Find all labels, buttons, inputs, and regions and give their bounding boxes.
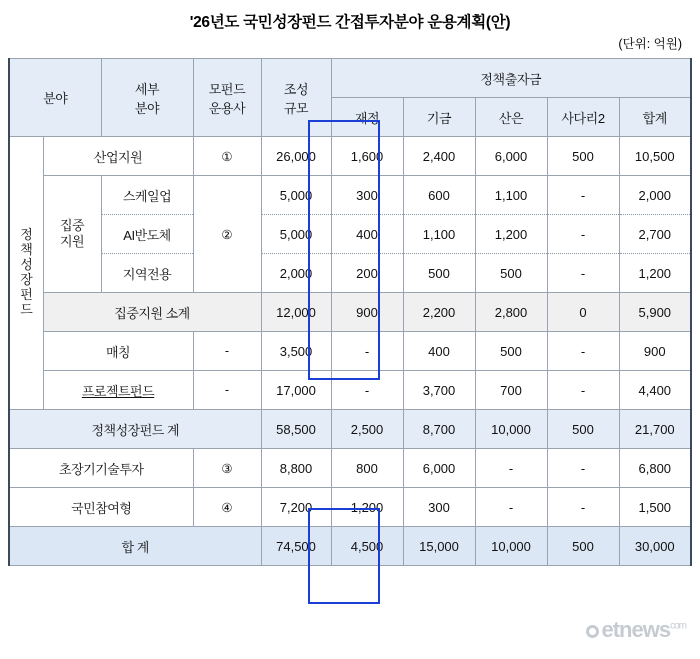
cell-scale: 8,800: [261, 449, 331, 488]
row-group-label-policy-fund: 정책성장펀드: [9, 137, 43, 410]
row-label-policy-fund-subtotal: 정책성장펀드 계: [9, 410, 261, 449]
cell-fiscal: 300: [331, 176, 403, 215]
cell-scale: 5,000: [261, 215, 331, 254]
cell-kdb: 700: [475, 371, 547, 410]
header-col-total: 합계: [619, 98, 691, 137]
header-field: 분야: [9, 59, 101, 137]
table-row: [9, 137, 691, 176]
cell-scale: 17,000: [261, 371, 331, 410]
cell-scale: 12,000: [261, 293, 331, 332]
cell-ladder2: -: [547, 176, 619, 215]
header-scale: 조성 규모: [261, 59, 331, 137]
cell-total: 10,500: [619, 137, 691, 176]
row-label-matching: 매칭: [43, 332, 193, 371]
fund-plan-table: [8, 58, 692, 566]
row-label-public-participation: 국민참여형: [9, 488, 193, 527]
page-title: '26년도 국민성장펀드 간접투자분야 운용계획(안): [189, 14, 511, 31]
table-row: [9, 176, 691, 215]
cell-total: 2,700: [619, 215, 691, 254]
cell-manager: ①: [193, 137, 261, 176]
cell-ladder2: -: [547, 449, 619, 488]
cell-fund: 2,200: [403, 293, 475, 332]
table-row: [9, 254, 691, 293]
row-label-regional: 지역전용: [101, 254, 193, 293]
cell-fiscal: 800: [331, 449, 403, 488]
table-row: [9, 215, 691, 254]
cell-fiscal: 1,600: [331, 137, 403, 176]
cell-fund: 400: [403, 332, 475, 371]
header-col-fiscal: 재정: [331, 98, 403, 137]
cell-fund: 1,100: [403, 215, 475, 254]
cell-fiscal: -: [331, 332, 403, 371]
cell-fund: 500: [403, 254, 475, 293]
cell-fund: 300: [403, 488, 475, 527]
cell-fiscal: 900: [331, 293, 403, 332]
cell-ladder2: 500: [547, 527, 619, 566]
cell-total: 21,700: [619, 410, 691, 449]
cell-fiscal: 400: [331, 215, 403, 254]
cell-ladder2: -: [547, 215, 619, 254]
cell-ladder2: -: [547, 332, 619, 371]
cell-total: 1,500: [619, 488, 691, 527]
cell-fiscal: 1,200: [331, 488, 403, 527]
cell-total: 1,200: [619, 254, 691, 293]
cell-ladder2: 500: [547, 410, 619, 449]
header-col-kdb: 산은: [475, 98, 547, 137]
cell-scale: 3,500: [261, 332, 331, 371]
row-label-grand-total: 합 계: [9, 527, 261, 566]
table-header-row-1: [9, 59, 691, 98]
cell-kdb: 10,000: [475, 527, 547, 566]
table-row-subtotal-policy-fund: [9, 410, 691, 449]
cell-fund: 8,700: [403, 410, 475, 449]
cell-fiscal: 200: [331, 254, 403, 293]
cell-kdb: -: [475, 488, 547, 527]
cell-manager: -: [193, 371, 261, 410]
cell-ladder2: 500: [547, 137, 619, 176]
cell-fund: 6,000: [403, 449, 475, 488]
cell-manager: -: [193, 332, 261, 371]
row-group-label-focused-support: 집중 지원: [43, 176, 101, 293]
cell-fund: 2,400: [403, 137, 475, 176]
cell-fiscal: 2,500: [331, 410, 403, 449]
cell-manager: ③: [193, 449, 261, 488]
cell-scale: 7,200: [261, 488, 331, 527]
table-row-subtotal-focused: [9, 293, 691, 332]
header-col-fund: 기금: [403, 98, 475, 137]
cell-kdb: 500: [475, 332, 547, 371]
table-row: [9, 449, 691, 488]
row-label-industry-support: 산업지원: [43, 137, 193, 176]
header-mother-fund-manager: 모펀드 운용사: [193, 59, 261, 137]
table-row: [9, 488, 691, 527]
row-label-ultra-long-tech: 초장기기술투자: [9, 449, 193, 488]
cell-scale: 74,500: [261, 527, 331, 566]
unit-note: (단위: 억원): [618, 37, 682, 51]
cell-manager: ②: [193, 176, 261, 293]
cell-total: 30,000: [619, 527, 691, 566]
cell-manager: ④: [193, 488, 261, 527]
cell-total: 4,400: [619, 371, 691, 410]
cell-total: 5,900: [619, 293, 691, 332]
row-label-scaleup: 스케일업: [101, 176, 193, 215]
table-row-grand-total: [9, 527, 691, 566]
cell-fund: 15,000: [403, 527, 475, 566]
row-label-focused-subtotal: 집중지원 소계: [43, 293, 261, 332]
cell-kdb: -: [475, 449, 547, 488]
cell-scale: 26,000: [261, 137, 331, 176]
table-row: [9, 371, 691, 410]
cell-scale: 5,000: [261, 176, 331, 215]
cell-kdb: 500: [475, 254, 547, 293]
cell-ladder2: -: [547, 254, 619, 293]
cell-kdb: 1,100: [475, 176, 547, 215]
cell-ladder2: 0: [547, 293, 619, 332]
cell-ladder2: -: [547, 371, 619, 410]
cell-kdb: 1,200: [475, 215, 547, 254]
watermark: etnews$^{com}$: [586, 617, 687, 643]
cell-total: 900: [619, 332, 691, 371]
cell-kdb: 10,000: [475, 410, 547, 449]
cell-kdb: 2,800: [475, 293, 547, 332]
header-col-ladder2: 사다리2: [547, 98, 619, 137]
cell-fund: 600: [403, 176, 475, 215]
row-label-ai-semiconductor: AI반도체: [101, 215, 193, 254]
cell-ladder2: -: [547, 488, 619, 527]
row-label-project-fund: 프로젝트펀드: [43, 371, 193, 410]
cell-total: 2,000: [619, 176, 691, 215]
header-sub-field: 세부 분야: [101, 59, 193, 137]
cell-fiscal: 4,500: [331, 527, 403, 566]
cell-scale: 2,000: [261, 254, 331, 293]
cell-scale: 58,500: [261, 410, 331, 449]
cell-fund: 3,700: [403, 371, 475, 410]
cell-kdb: 6,000: [475, 137, 547, 176]
cell-fiscal: -: [331, 371, 403, 410]
table-row: [9, 332, 691, 371]
header-policy-investment: 정책출자금: [331, 59, 691, 98]
cell-total: 6,800: [619, 449, 691, 488]
